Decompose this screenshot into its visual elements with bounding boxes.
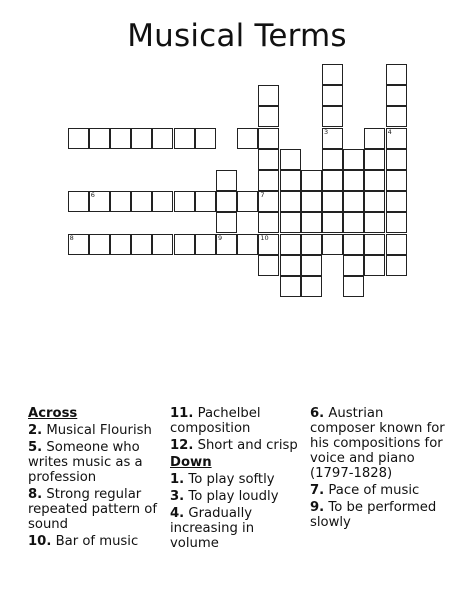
grid-cell[interactable] [343, 234, 364, 255]
grid-cell[interactable] [258, 191, 279, 212]
grid-cell[interactable] [343, 212, 364, 233]
grid-cell[interactable] [322, 234, 343, 255]
grid-cell[interactable] [364, 128, 385, 149]
grid-cell[interactable] [322, 170, 343, 191]
grid-cell[interactable] [195, 191, 216, 212]
grid-cell[interactable] [237, 191, 258, 212]
clue-down-1: 1. To play softly [170, 472, 275, 487]
grid-cell[interactable] [152, 128, 173, 149]
across-header: Across [28, 406, 78, 421]
clue-down-9: 9. To be performed slowly [310, 500, 437, 530]
grid-cell[interactable] [322, 64, 343, 85]
grid-cell[interactable] [280, 276, 301, 297]
grid-cell[interactable] [216, 170, 237, 191]
grid-cell[interactable] [301, 212, 322, 233]
clue-across-10: 10. Bar of music [28, 534, 139, 549]
grid-cell[interactable] [364, 191, 385, 212]
grid-cell[interactable] [237, 234, 258, 255]
down-header: Down [170, 455, 212, 470]
grid-cell[interactable] [216, 234, 237, 255]
grid-cell[interactable] [195, 128, 216, 149]
clue-number: 3 [324, 127, 329, 136]
grid-cell[interactable] [237, 128, 258, 149]
clue-down-4: 4. Gradually increasing in volume [170, 506, 255, 551]
clues-column-1 [28, 406, 163, 551]
grid-cell[interactable] [386, 191, 407, 212]
grid-cell[interactable] [386, 64, 407, 85]
grid-cell[interactable] [110, 191, 131, 212]
grid-cell[interactable] [195, 234, 216, 255]
grid-cell[interactable] [258, 212, 279, 233]
grid-cell[interactable] [258, 170, 279, 191]
grid-cell[interactable] [280, 234, 301, 255]
grid-cell[interactable] [89, 234, 110, 255]
grid-cell[interactable] [68, 128, 89, 149]
grid-cell[interactable] [386, 85, 407, 106]
grid-cell[interactable] [280, 255, 301, 276]
grid-cell[interactable] [131, 191, 152, 212]
grid-cell[interactable] [131, 234, 152, 255]
grid-cell[interactable] [343, 191, 364, 212]
grid-cell[interactable] [322, 106, 343, 127]
grid-cell[interactable] [386, 128, 407, 149]
grid-cell[interactable] [280, 212, 301, 233]
grid-cell[interactable] [364, 255, 385, 276]
grid-cell[interactable] [280, 170, 301, 191]
grid-cell[interactable] [152, 234, 173, 255]
grid-cell[interactable] [152, 191, 173, 212]
grid-cell[interactable] [364, 234, 385, 255]
grid-cell[interactable] [280, 191, 301, 212]
grid-cell[interactable] [174, 234, 195, 255]
grid-cell[interactable] [131, 128, 152, 149]
clue-number: 8 [69, 233, 74, 242]
grid-cell[interactable] [174, 128, 195, 149]
grid-cell[interactable] [343, 170, 364, 191]
clue-across-8: 8. Strong regular repeated pattern of sound [28, 487, 158, 532]
clues-column-2 [170, 406, 305, 553]
page-title: Musical Terms [127, 18, 347, 54]
grid-cell[interactable] [301, 255, 322, 276]
grid-cell[interactable] [386, 212, 407, 233]
grid-cell[interactable] [322, 85, 343, 106]
clue-number: 9 [218, 233, 223, 242]
grid-cell[interactable] [386, 170, 407, 191]
clue-down-6: 6. Austrian composer known for his compositions for voice and piano (1797-1828) [310, 406, 445, 481]
clue-down-7: 7. Pace of music [310, 483, 420, 498]
grid-cell[interactable] [322, 128, 343, 149]
grid-cell[interactable] [216, 191, 237, 212]
grid-cell[interactable] [301, 170, 322, 191]
grid-cell[interactable] [258, 149, 279, 170]
grid-cell[interactable] [301, 234, 322, 255]
grid-cell[interactable] [258, 234, 279, 255]
grid-cell[interactable] [322, 212, 343, 233]
grid-cell[interactable] [216, 212, 237, 233]
grid-cell[interactable] [68, 234, 89, 255]
grid-cell[interactable] [174, 191, 195, 212]
grid-cell[interactable] [110, 234, 131, 255]
grid-cell[interactable] [386, 255, 407, 276]
grid-cell[interactable] [343, 255, 364, 276]
grid-cell[interactable] [258, 255, 279, 276]
grid-cell[interactable] [301, 276, 322, 297]
clue-across-11: 11. Pachelbel composition [170, 406, 261, 436]
grid-cell[interactable] [258, 128, 279, 149]
grid-cell[interactable] [301, 191, 322, 212]
clues-column-3 [310, 406, 450, 532]
grid-cell[interactable] [280, 149, 301, 170]
clue-number: 4 [387, 127, 392, 136]
grid-cell[interactable] [110, 128, 131, 149]
grid-cell[interactable] [322, 191, 343, 212]
grid-cell[interactable] [89, 191, 110, 212]
clue-number: 7 [260, 191, 265, 200]
grid-cell[interactable] [364, 149, 385, 170]
grid-cell[interactable] [258, 85, 279, 106]
grid-cell[interactable] [364, 170, 385, 191]
grid-cell[interactable] [89, 128, 110, 149]
clue-number: 10 [260, 233, 269, 242]
clue-down-3: 3. To play loudly [170, 489, 279, 504]
clue-number: 6 [90, 191, 95, 200]
clue-across-12: 12. Short and crisp [170, 438, 298, 453]
grid-cell[interactable] [322, 149, 343, 170]
grid-cell[interactable] [258, 106, 279, 127]
grid-cell[interactable] [386, 149, 407, 170]
grid-cell[interactable] [386, 234, 407, 255]
grid-cell[interactable] [364, 212, 385, 233]
clue-across-5: 5. Someone who writes music as a profession [28, 440, 143, 485]
grid-cell[interactable] [343, 276, 364, 297]
clue-across-2: 2. Musical Flourish [28, 423, 152, 438]
grid-cell[interactable] [386, 106, 407, 127]
grid-cell[interactable] [343, 149, 364, 170]
grid-cell[interactable] [68, 191, 89, 212]
